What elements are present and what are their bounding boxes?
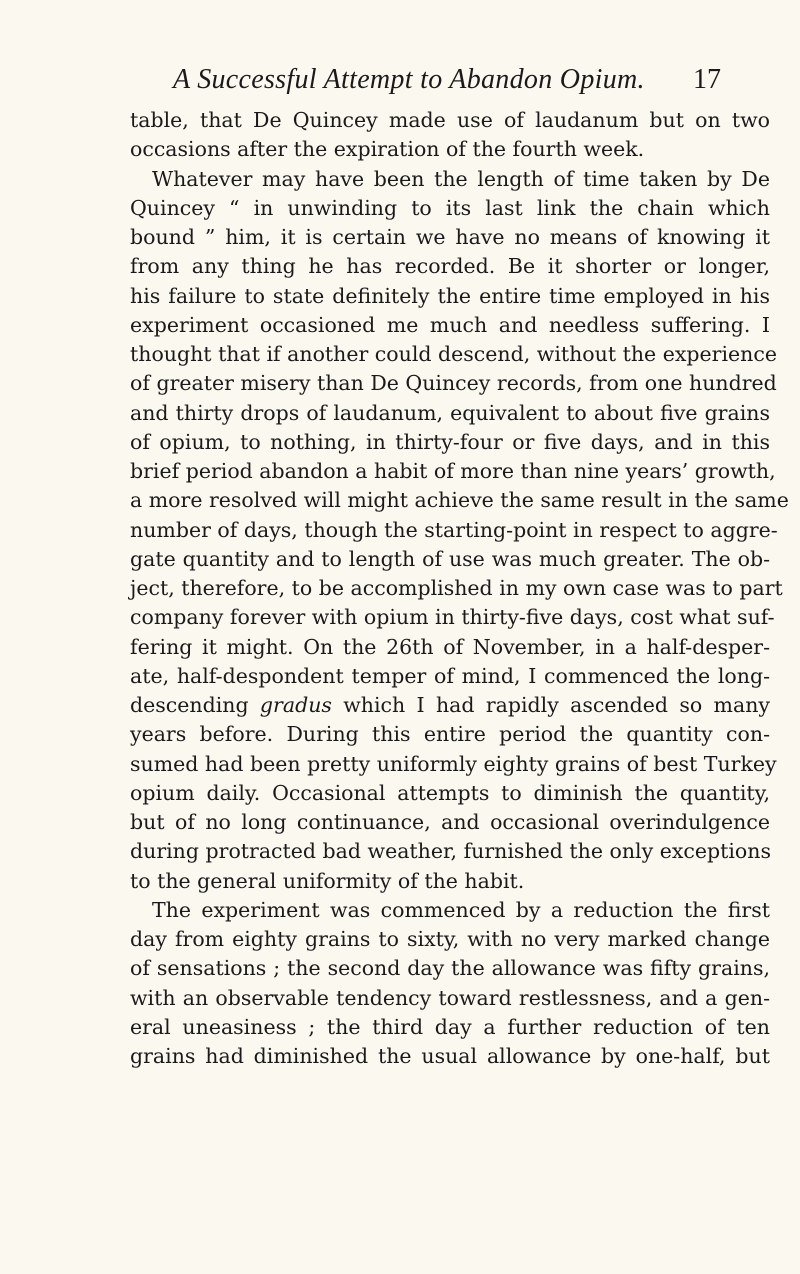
text-line: occasions after the expiration of the fourth week.	[130, 137, 645, 162]
text-line: during protracted bad weather, furnished the only exceptions	[130, 839, 771, 864]
text-line: ject, therefore, to be accomplished in my own case was to part	[130, 576, 783, 600]
text-line: of sensations ; the second day the allowance was fifty grains,	[130, 956, 770, 981]
text-line: sumed had been pretty uniformly eighty grains of best Turkey	[130, 751, 777, 776]
text-line: his failure to state definitely the entire time employed in his	[130, 283, 770, 308]
text-line: company forever with opium in thirty-five days, cost what suf-	[130, 605, 775, 630]
running-title: A Successful Attempt to Abandon Opium.	[173, 64, 645, 95]
text-segment: which I had rapidly ascended so many	[331, 693, 770, 717]
text-line: of greater misery than De Quincey records, from one hundred	[130, 371, 777, 396]
text-line: thought that if another could descend, without the experience	[130, 342, 777, 366]
text-line: opium daily. Occasional attempts to diminish the quantity,	[130, 780, 770, 805]
text-line: brief period abandon a habit of more than nine years’ growth,	[130, 459, 776, 483]
text-line: table, that De Quincey made use of laudanum but on two	[130, 108, 770, 132]
text-line: to the general uniformity of the habit.	[130, 868, 525, 893]
text-line: experiment occasioned me much and needless suffering. I	[130, 312, 770, 337]
text-line: eral uneasiness ; the third day a further reduction of ten	[130, 1014, 770, 1039]
text-line: grains had diminished the usual allowance by one-half, but	[130, 1044, 770, 1068]
text-line: gate quantity and to length of use was much greater. The ob-	[130, 546, 770, 571]
text-line: Whatever may have been the length of time taken by De	[152, 166, 770, 191]
text-line: with an observable tendency toward restlessness, and a gen-	[130, 985, 770, 1010]
italic-term: gradus	[259, 693, 332, 717]
text-line: bound ” him, it is certain we have no means of knowing it	[130, 225, 770, 249]
page-number: 17	[693, 64, 721, 95]
text-segment: descending	[130, 693, 260, 717]
text-line: Quincey “ in unwinding to its last link the chain which	[130, 195, 770, 220]
text-line: years before. During this entire period the quantity con-	[130, 722, 770, 747]
text-line: The experiment was commenced by a reduction the first	[152, 897, 770, 922]
text-line: from any thing he has recorded. Be it shorter or longer,	[130, 254, 770, 279]
text-line: day from eighty grains to sixty, with no very marked change	[130, 927, 770, 951]
text-line: number of days, though the starting-point in respect to aggre-	[130, 517, 778, 542]
text-line: of opium, to nothing, in thirty-four or five days, and in this	[130, 429, 770, 454]
text-line: ate, half-despondent temper of mind, I commenced the long-	[130, 663, 770, 688]
text-line: and thirty drops of laudanum, equivalent to about five grains	[130, 400, 770, 425]
text-line: but of no long continuance, and occasional overindulgence	[130, 810, 770, 834]
text-line	[130, 691, 770, 720]
text-line: a more resolved will might achieve the same result in the same	[130, 488, 789, 513]
running-header	[173, 60, 773, 100]
text-line: fering it might. On the 26th of November, in a half-desper-	[130, 634, 770, 659]
body-text	[130, 106, 789, 1071]
